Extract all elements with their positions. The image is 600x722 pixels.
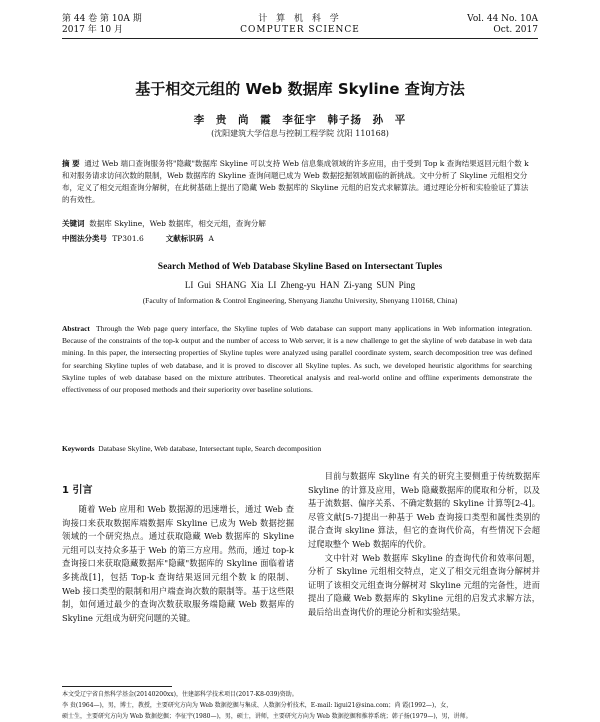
date-en: Oct. 2017	[493, 25, 538, 35]
header-center	[240, 14, 360, 36]
keywords-en-label: Keywords	[62, 444, 95, 453]
keywords-cn-text: 数据库 Skyline，Web 数据库，相交元组，查询分解	[89, 219, 266, 228]
affiliation-cn: (沈阳建筑大学信息与控制工程学院 沈阳 110168)	[211, 129, 389, 138]
paper-title-en: Search Method of Web Database Skyline Based on Intersectant Tuples	[157, 262, 443, 272]
authors-en: LI Gui SHANG Xia LI Zheng-yu HAN Zi-yang SUN Ping	[184, 280, 416, 290]
keywords-cn	[62, 218, 532, 229]
footnote-fund: 本文受辽宁省自然科学基金(20140200xx)，住建部科学技术项目(2017-K8-039)资助。	[62, 691, 298, 698]
running-header	[62, 14, 538, 50]
footnote-bio-1: 李 贵(1964—)，男，博士，教授，主要研究方向为 Web 数据挖掘与集成、人数据分析技术，E-mail: ligui21@sina.com；尚 霞(1992—)，女，	[62, 702, 453, 709]
keywords-cn-label: 关键词	[62, 219, 85, 228]
abstract-en-label: Abstract	[62, 324, 90, 333]
journal-name-en: COMPUTER SCIENCE	[240, 25, 360, 35]
header-rule	[62, 38, 538, 39]
clc-value: TP301.6	[112, 234, 144, 243]
abstract-cn	[62, 158, 532, 206]
doc-code-value: A	[208, 234, 214, 243]
footnote-bio-2: 硕士生，主要研究方向为 Web 数据挖掘；李征宇(1980—)，男，硕士，讲师，主要研究方向为 Web 数据挖掘和推荐系统；韩子扬(1979—)，男，讲师。	[62, 713, 472, 720]
volume-cn: 第 44 卷 第 10A 期	[62, 14, 142, 24]
body-column-right	[308, 470, 540, 620]
affiliation-en: (Faculty of Information & Control Engineering, Shenyang Jianzhu University, Shenyang 110168, China)	[142, 296, 458, 305]
abstract-cn-label: 摘 要	[62, 159, 80, 168]
keywords-en-text: Database Skyline, Web database, Intersectant tuple, Search decomposition	[98, 444, 322, 453]
keywords-en	[62, 444, 532, 453]
intro-paragraph-2: 目前与数据库 Skyline 有关的研究主要侧重于传统数据库 Skyline 的计算及应用，Web 隐藏数据库的爬取和分析，以及基于流数据、偏序关系、不确定数据的 Skyline 计算等[2-4]。尽管文献[5-7]提出一种基于 Web 查询接口类型和属性类别的混合查询 skyline 算法，但它的查询代价高，有些情况下会超过爬取整个 Web 数据库的代价。	[308, 471, 540, 549]
clc-label: 中图法分类号	[62, 234, 107, 243]
date-cn: 2017 年 10 月	[62, 25, 123, 35]
intro-paragraph-3: 文中针对 Web 数据库 Skyline 的查询代价和效率问题，分析了 Skyline 元组相交特点，定义了相交元组查询分解树并证明了该相交元组查询分解树对 Skyline 元组的完备性，进而提出了隐藏 Web 数据库的 Skyline 元组的启发式求解方法，最后给出查询代价的理论分析和实验结果。	[308, 552, 540, 617]
abstract-en-text: Through the Web page query interface, the Skyline tuples of Web database can support many applications in Web information integration. Because of the constraints of the top-k output and the number of access to Web server, it is a new challenge to get the skyline of web database in web data mining. In this paper, the intersecting properties of Skyline tuples were analyzed using parallel coordinate system, search decomposition tree was defined for searching Skyline tuples of web database, and it is proved to discover all Skyline tuples. As such, we developed heuristic algorithms for searching Skyline tuples of web database based on the mixture attributes. Theoretical analysis and real-world online and offline experiments demonstrate the effectiveness of our proposed methods and their superiority over baseline solutions.	[62, 324, 533, 395]
body-column-left	[62, 503, 294, 625]
journal-name-cn: 计 算 机 科 学	[258, 14, 342, 24]
abstract-en	[62, 323, 532, 396]
section-heading-intro: 1 引言	[62, 485, 93, 496]
doc-code-label: 文献标识码	[165, 234, 204, 243]
classification-line	[62, 233, 236, 244]
footnote-rule	[62, 686, 172, 687]
volume-en: Vol. 44 No. 10A	[467, 14, 538, 24]
header-right	[467, 14, 538, 36]
intro-paragraph-1: 随着 Web 应用和 Web 数据源的迅速增长，通过 Web 查询接口来获取数据库端数据库 Skyline 已成为 Web 数据挖掘领域的一个研究热点。通过获取隐藏 Web 数据库的 Skyline 元组可以支持众多基于 Web 的第三方应用。然而，通过 top-k 查询接口来获取隐藏数据库"隐藏"数据库的 Skyline 面临着诸多挑战[1]，包括 Top-k 查询结果返回元组个数 k 的限制、Web 接口类型的限制和用户端查询次数的限制等。基于这些限制，如何通过最少的查询次数获取服务端隐藏 Web 数据库的 Skyline 元组成为研究问题的关键。	[62, 504, 294, 623]
abstract-cn-text: 通过 Web 端口查询服务将"隐藏"数据库 Skyline 可以支持 Web 信息集成领域的许多应用，由于受到 Top k 查询结果返回元组个数 k 和对服务请求访问次数的限制，Web 数据库的 Skyline 查询问题已成为 Web 数据挖掘领域面临的新挑战。文中分析了 Skyline 元组相交分布，定义了相交元组查询分解树，在此树基础上提出了隐藏 Web 数据库的 Skyline 元组的启发式求解算法。通过理论分析和实验验证了算法的有效性。	[62, 159, 529, 204]
authors-cn: 李 贵 尚 霞 李征宇 韩子扬 孙 平	[193, 114, 407, 126]
header-left	[62, 14, 142, 36]
paper-title-cn: 基于相交元组的 Web 数据库 Skyline 查询方法	[135, 80, 465, 98]
